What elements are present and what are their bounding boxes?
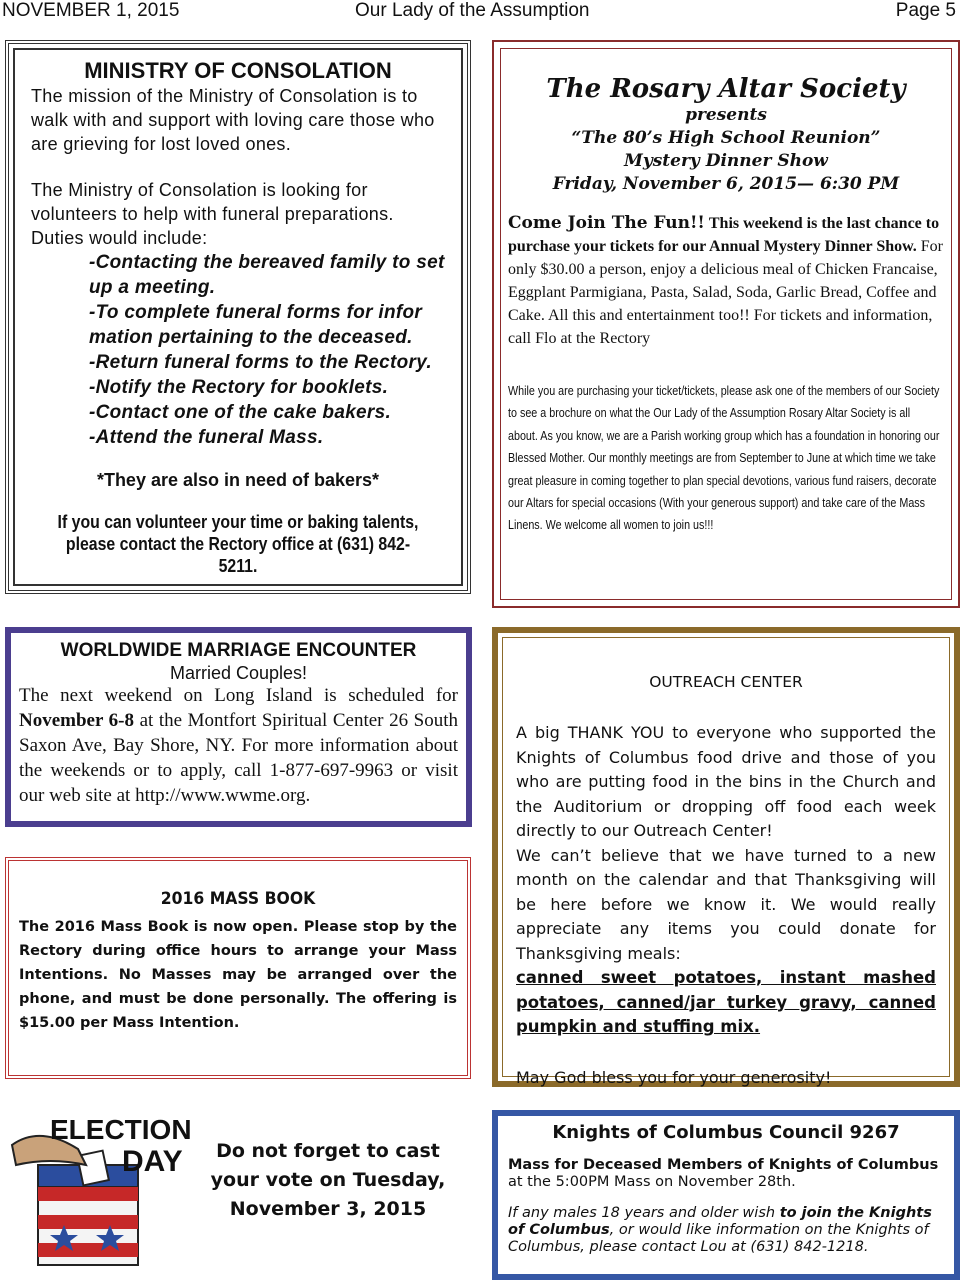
kofc-box [492, 1110, 960, 1280]
outreach-p2: We can’t believe that we have turned to a new month on the calendar and that Thanksgiving will be here before we know it. We would really appreciate any items you could donate for Thanksgiving meals: [516, 845, 936, 963]
outreach-box [492, 627, 960, 1087]
outreach-title: OUTREACH CENTER [649, 673, 803, 691]
rosary-box [492, 40, 960, 608]
consolation-mission: The mission of the Ministry of Consolation is to walk with and support with loving care those who are grieving for lost loved ones. [31, 86, 435, 154]
kofc-join-bold: to join the Knights of Columbus [508, 1205, 932, 1238]
election-reminder [210, 1137, 446, 1224]
consolation-duties-list [31, 250, 445, 450]
consolation-title: MINISTRY OF CONSOLATION [84, 58, 392, 83]
wwme-text [19, 683, 458, 808]
massbook-title: 2016 MASS BOOK [160, 889, 316, 909]
wwme-box [5, 627, 472, 827]
election-day-graphic [10, 1105, 190, 1270]
consolation-contact: If you can volunteer your time or baking talents, please contact the Rectory office at (631) 842-5211. [57, 512, 419, 576]
outreach-closing: May God bless you for your generosity! [516, 1067, 832, 1087]
election-art-line1: ELECTION [50, 1114, 190, 1145]
rosary-fun-bold: This weekend is the last chance to purchase your tickets for our Annual Mystery Dinner Show. [508, 215, 940, 255]
election-art-line2: DAY [122, 1145, 183, 1178]
consolation-bakers: *They are also in need of bakers* [96, 470, 380, 490]
outreach-items: canned sweet potatoes, instant mashed potatoes, canned/jar turkey gravy, canned pumpkin and stuffing mix. [516, 968, 936, 1036]
duty-item: -Notify the Rectory for booklets. [89, 377, 389, 398]
wwme-title: WORLDWIDE MARRIAGE ENCOUNTER [60, 640, 417, 661]
kofc-mass-text: at the 5:00PM Mass on November 28th. [508, 1174, 796, 1190]
duty-item: -Contact one of the cake bakers. [89, 402, 392, 423]
kofc-join-b: , or would like information on the Knights of Columbus, please contact Lou at (631) 842-1218. [508, 1222, 929, 1255]
rosary-fun [508, 212, 944, 350]
wwme-text-a: The next weekend on Long Island is scheduled for [19, 685, 458, 706]
rosary-datetime: Friday, November 6, 2015— 6:30 PM [552, 174, 900, 194]
kofc-join [508, 1205, 944, 1256]
rosary-presents: presents [685, 105, 767, 125]
duty-item: -Attend the funeral Mass. [89, 427, 324, 448]
wwme-text-b: at the Montfort Spiritual Center 26 South Saxon Ave, Bay Shore, NY. For more information about the weekends or to apply, call 1-877-697-9963 or visit our web site at http://www.wwme.org. [19, 710, 458, 806]
wwme-text-bold: November 6-8 [19, 710, 134, 731]
consolation-volunteers: The Ministry of Consolation is looking for volunteers to help with funeral preparations. [31, 180, 394, 224]
duty-item: -Contacting the bereaved family to set up a meeting. [89, 252, 445, 298]
massbook-box [5, 857, 471, 1079]
kofc-title: Knights of Columbus Council 9267 [552, 1122, 900, 1143]
rosary-society-text: While you are purchasing your ticket/tickets, please ask one of the members of our Society to see a brochure on what the Our Lady of the Assumption Rosary Altar Society is all about. As you know, we are a Parish working group which has a foundation in honoring our Blessed Mother. Our monthly meetings are from September to June at which time we take great pleasure in coming together to plan special devotions, various fund raisers, decorate our Altars for special occasions (With your generous support) and take care of the Mass Linens. We welcome all women to join us!!! [508, 384, 940, 533]
rosary-event: “The 80’s High School Reunion” [571, 128, 881, 148]
massbook-text: The 2016 Mass Book is now open. Please stop by the Rectory during office hours to arrange your Mass Intentions. No Masses may be arranged over the phone, and must be done personally. The offering is $15.00 per Mass Intention. [19, 919, 457, 1031]
header-date: NOVEMBER 1, 2015 [2, 0, 180, 21]
kofc-join-a: If any males 18 years and older wish [508, 1205, 780, 1221]
ballot-box-icon [10, 1105, 190, 1270]
kofc-mass [508, 1157, 944, 1191]
rosary-fun-lead: Come Join The Fun!! [508, 213, 705, 233]
rosary-title: The Rosary Altar Society [546, 74, 906, 104]
outreach-p1: A big THANK YOU to everyone who supported the Knights of Columbus food drive and those of you who are putting food in the bins in the Church and the Auditorium or dropping off food each week directly to our Outreach Center! [516, 723, 936, 840]
header-page: Page 5 [895, 0, 956, 21]
wwme-subtitle: Married Couples! [169, 663, 308, 683]
rosary-fun-text: For only $30.00 a person, enjoy a delicious meal of Chicken Francaise, Eggplant Parmigiana, Pasta, Salad, Soda, Garlic Bread, Coffee and Cake. All this and entertainment too!! For tickets and information, call Flo at the Rectory [508, 238, 944, 347]
consolation-box [5, 40, 471, 594]
duty-item: -Return funeral forms to the Rectory. [89, 352, 432, 373]
duty-item: -To complete funeral forms for infor mation pertaining to the deceased. [89, 302, 423, 348]
rosary-show: Mystery Dinner Show [624, 151, 828, 171]
header-parish: Our Lady of the Assumption [355, 0, 590, 21]
consolation-duties-intro: Duties would include: [31, 228, 208, 248]
kofc-mass-bold: Mass for Deceased Members of Knights of Columbus [508, 1157, 939, 1173]
election-text: Do not forget to cast your vote on Tuesday, November 3, 2015 [210, 1140, 446, 1220]
